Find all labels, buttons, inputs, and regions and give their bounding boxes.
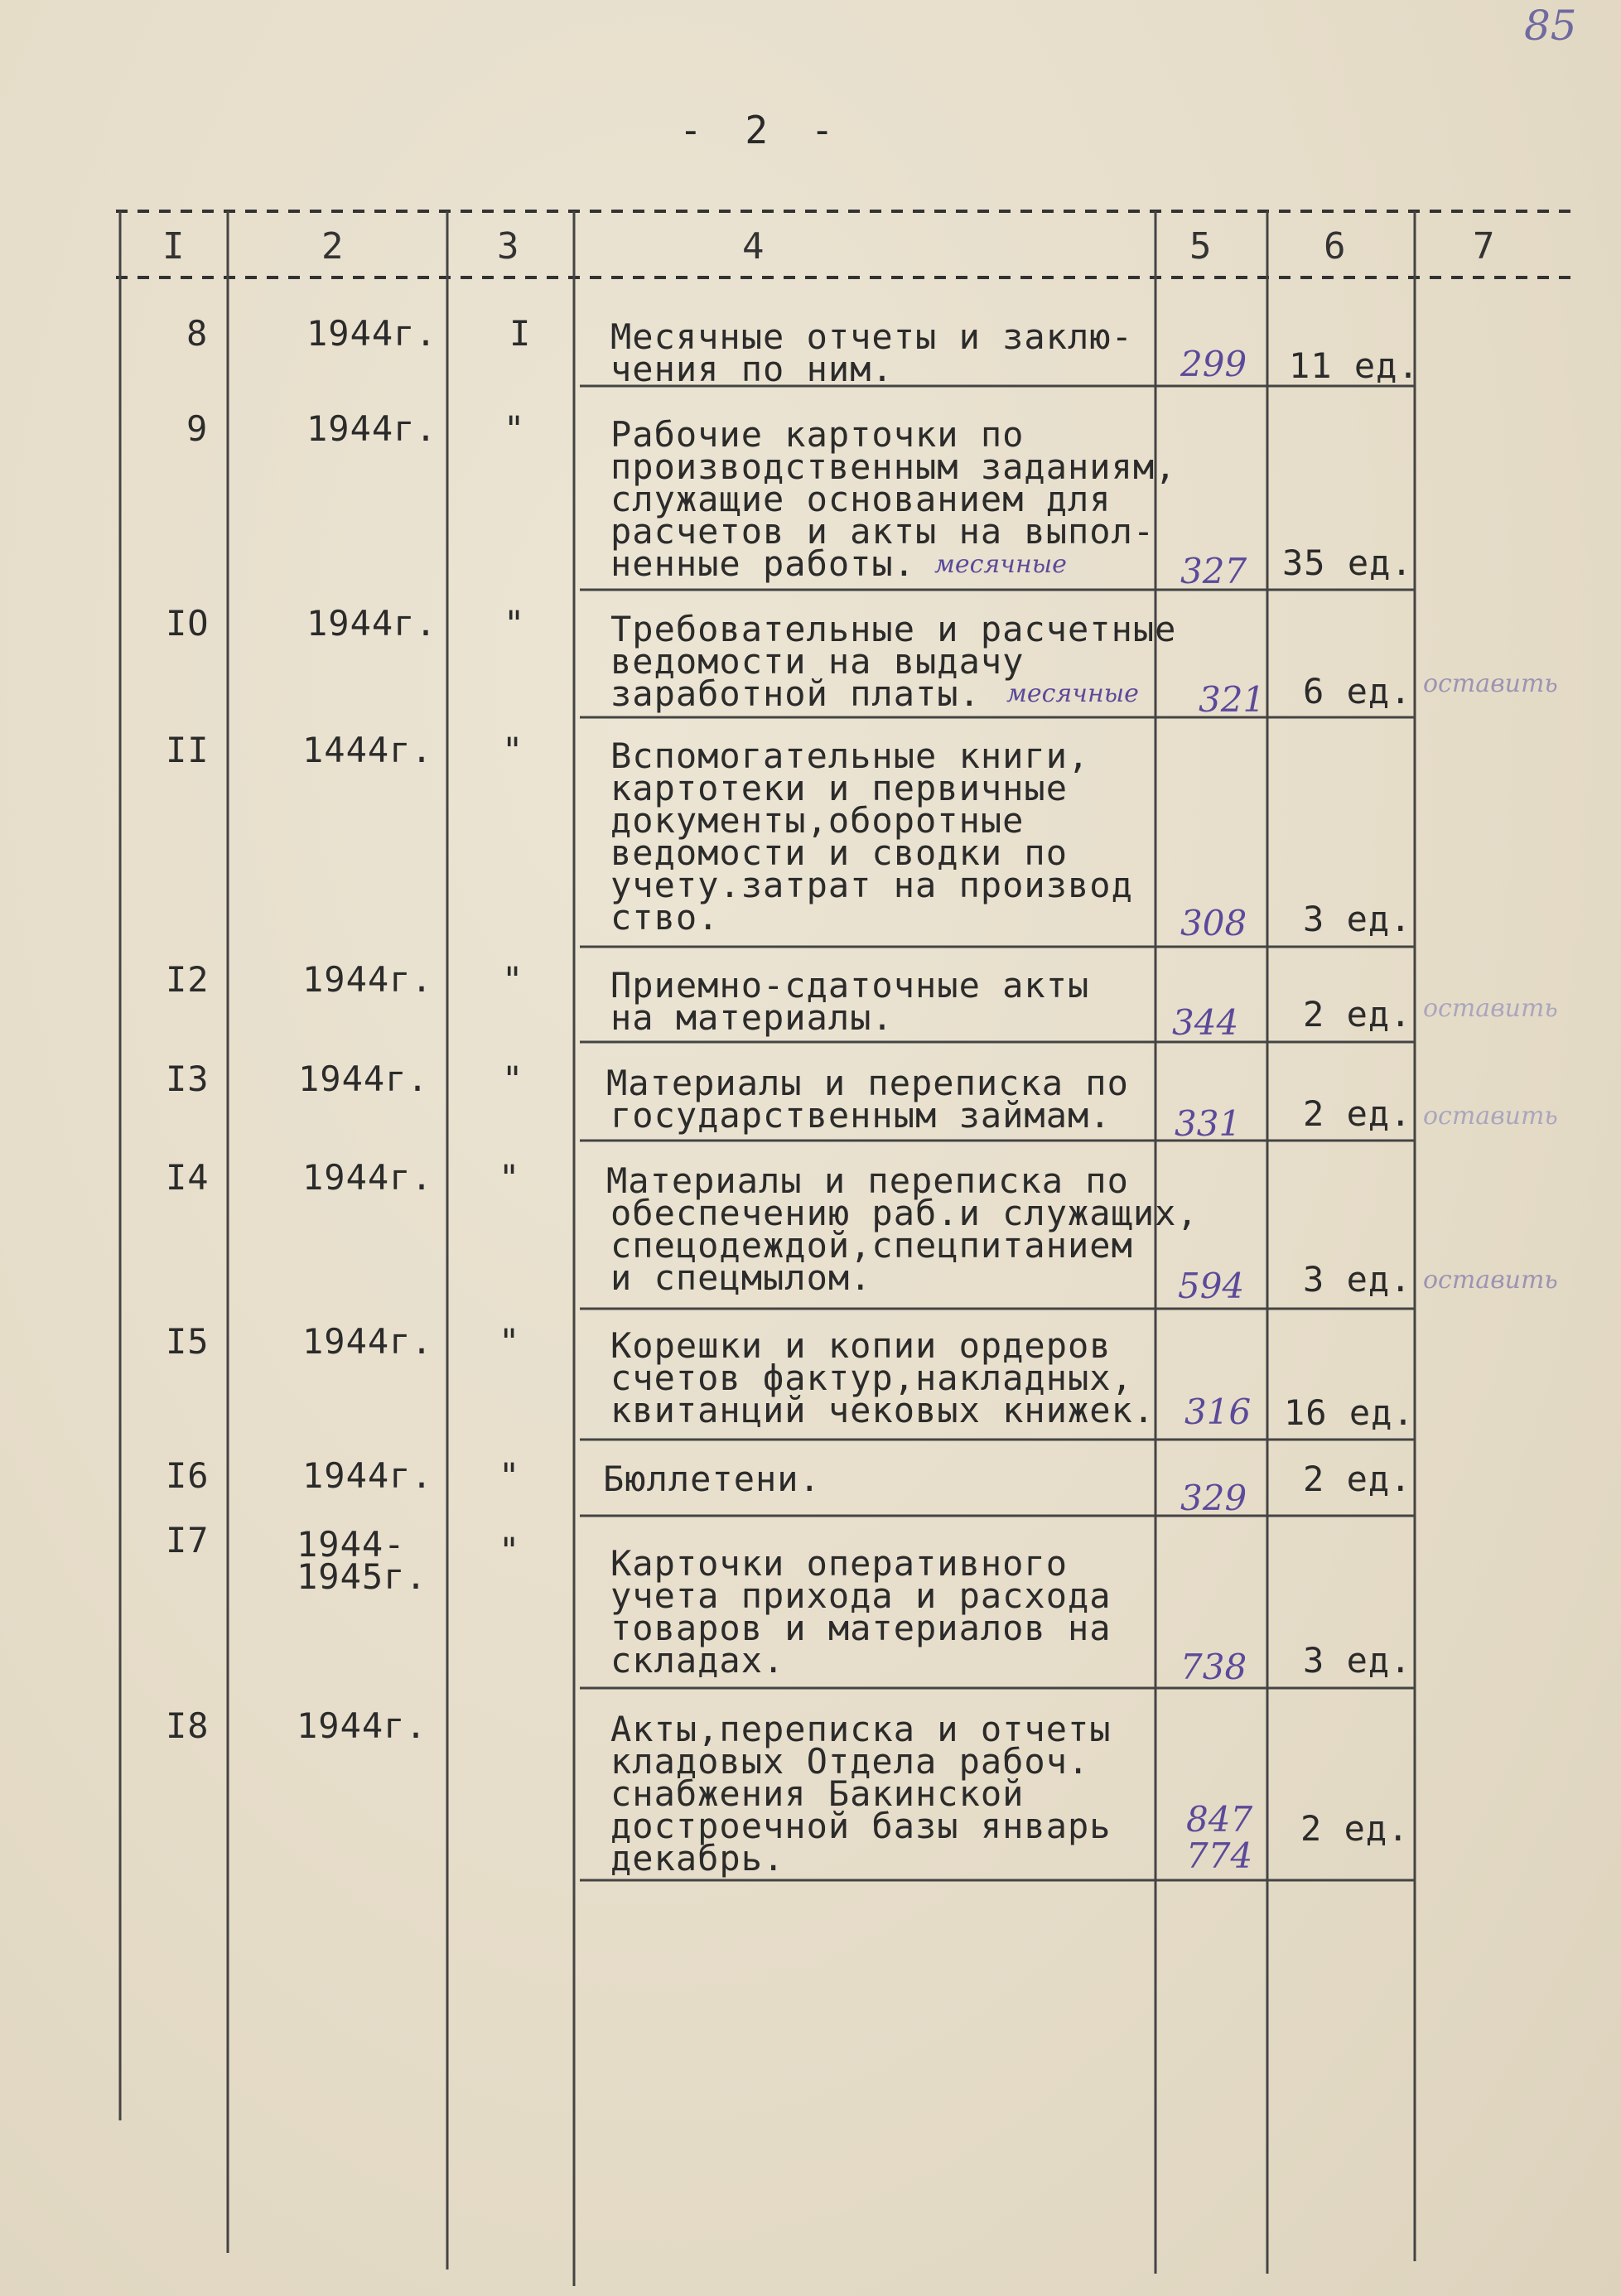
row-number: I4 xyxy=(166,1157,210,1198)
row-number: I8 xyxy=(166,1705,210,1746)
col-header-1: I xyxy=(162,225,185,268)
row-year: 1944г. xyxy=(297,1705,427,1746)
row-margin-note: оставить xyxy=(1423,994,1558,1023)
row-year: 1944г. xyxy=(302,959,433,1000)
row-number: I7 xyxy=(166,1520,210,1560)
row-margin-note: оставить xyxy=(1423,1266,1558,1295)
row-units: 3 ед. xyxy=(1303,1640,1412,1681)
row-text-line: чения по ним. xyxy=(610,349,894,389)
row-units: 2 ед. xyxy=(1300,1808,1410,1849)
row-sheets: 327 xyxy=(1180,551,1247,591)
row-year: 1944г. xyxy=(306,408,437,449)
row-sheets: 316 xyxy=(1184,1392,1252,1432)
col-header-4: 4 xyxy=(742,225,765,268)
col-header-5: 5 xyxy=(1189,225,1212,268)
row-text-line: служащие основанием для xyxy=(610,479,1112,519)
row-mark: " xyxy=(502,959,524,1000)
row-text-line: заработной платы. xyxy=(610,673,981,714)
row-text-line: Карточки оперативного xyxy=(610,1543,1069,1584)
row-text-line: обеспечению раб.и служащих, xyxy=(610,1193,1199,1233)
row-sheets: 331 xyxy=(1175,1103,1242,1144)
row-units: 6 ед. xyxy=(1303,671,1412,711)
row-margin-note: оставить xyxy=(1423,1102,1558,1131)
row-mark: " xyxy=(499,1157,521,1198)
row-mark: " xyxy=(504,408,526,449)
row-year: 1944г. xyxy=(302,1157,433,1198)
row-text-line: Бюллетени. xyxy=(603,1459,821,1499)
row-text-line: достроечной базы январь xyxy=(610,1806,1112,1846)
col-header-7: 7 xyxy=(1473,225,1495,268)
row-text-line: картотеки и первичные xyxy=(610,768,1069,808)
row-sheets: 329 xyxy=(1180,1478,1247,1518)
page-marker: - 2 - xyxy=(679,108,844,152)
col-header-2: 2 xyxy=(321,225,344,268)
row-units: 16 ед. xyxy=(1284,1392,1415,1433)
row-text-line: ведомости на выдачу xyxy=(610,641,1025,682)
row-sheets: 321 xyxy=(1199,679,1266,720)
row-year: 1944г. xyxy=(298,1059,429,1099)
row-units: 2 ед. xyxy=(1303,1093,1412,1134)
row-text-line: учета прихода и расхода xyxy=(610,1575,1112,1616)
row-hand-note: месячные xyxy=(934,550,1067,579)
row-year: 1944- 1945г. xyxy=(297,1524,427,1597)
row-year: 1444г. xyxy=(302,730,433,770)
row-text-line: спецодеждой,спецпитанием xyxy=(610,1225,1133,1266)
row-number: I5 xyxy=(166,1321,210,1362)
row-mark: " xyxy=(499,1321,521,1362)
row-text-line: Месячные отчеты и заклю- xyxy=(610,316,1133,357)
row-margin-note: оставить xyxy=(1423,669,1558,698)
row-units: 11 ед. xyxy=(1289,345,1420,386)
row-year: 1944г. xyxy=(306,313,437,354)
row-units: 3 ед. xyxy=(1303,1259,1412,1300)
row-text-line: ненные работы. xyxy=(610,543,916,584)
row-units: 2 ед. xyxy=(1303,1459,1412,1499)
row-text-line: Приемно-сдаточные акты xyxy=(610,965,1090,1006)
row-text-line: Вспомогательные книги, xyxy=(610,736,1090,776)
row-text-line: квитанций чековых книжек. xyxy=(610,1390,1155,1430)
row-units: 3 ед. xyxy=(1303,899,1412,939)
row-text-line: декабрь. xyxy=(610,1838,785,1879)
row-mark: " xyxy=(499,1530,521,1570)
row-text-line: документы,оборотные xyxy=(610,800,1025,841)
row-number: II xyxy=(166,730,210,770)
row-text-line: Корешки и копии ордеров xyxy=(610,1325,1112,1366)
row-text-line: Материалы и переписка по xyxy=(606,1063,1129,1103)
row-text-line: кладовых Отдела рабоч. xyxy=(610,1741,1090,1782)
row-sheets: 344 xyxy=(1172,1002,1239,1043)
row-sheets: 299 xyxy=(1180,344,1247,384)
row-number: IO xyxy=(166,603,210,644)
row-number: I6 xyxy=(166,1455,210,1496)
row-mark: " xyxy=(502,1059,524,1099)
row-mark: " xyxy=(499,1455,521,1496)
row-hand-note: месячные xyxy=(1006,679,1139,708)
row-mark: " xyxy=(504,603,526,644)
row-text-line: учету.затрат на производ xyxy=(610,865,1133,905)
col-header-3: 3 xyxy=(497,225,519,268)
row-text-line: Акты,переписка и отчеты xyxy=(610,1709,1112,1749)
row-text-line: Рабочие карточки по xyxy=(610,414,1025,455)
row-mark: " xyxy=(502,730,524,770)
row-sheets: 308 xyxy=(1180,903,1247,943)
row-text-line: государственным займам. xyxy=(610,1095,1112,1136)
row-number: 9 xyxy=(186,408,209,449)
row-sheets: 738 xyxy=(1180,1647,1247,1687)
row-text-line: снабжения Бакинской xyxy=(610,1773,1025,1814)
row-text-line: счетов фактур,накладных, xyxy=(610,1358,1133,1398)
row-text-line: складах. xyxy=(610,1640,785,1681)
col-header-6: 6 xyxy=(1324,225,1346,268)
row-number: I3 xyxy=(166,1059,210,1099)
row-year: 1944г. xyxy=(302,1321,433,1362)
row-text-line: товаров и материалов на xyxy=(610,1608,1112,1648)
row-text-line: производственным заданиям, xyxy=(610,446,1177,487)
row-text-line: Требовательные и расчетные xyxy=(610,609,1177,649)
row-year: 1944г. xyxy=(306,603,437,644)
row-text-line: ведомости и сводки по xyxy=(610,832,1069,873)
row-units: 35 ед. xyxy=(1282,543,1413,583)
row-sheets: 594 xyxy=(1178,1266,1245,1306)
row-text-line: ство. xyxy=(610,897,720,938)
row-text-line: на материалы. xyxy=(610,997,894,1038)
corner-page-note: 85 xyxy=(1524,2,1577,50)
row-mark: I xyxy=(509,313,532,354)
row-number: 8 xyxy=(186,313,209,354)
row-units: 2 ед. xyxy=(1303,994,1412,1035)
row-text-line: Материалы и переписка по xyxy=(606,1160,1129,1201)
row-number: I2 xyxy=(166,959,210,1000)
row-text-line: расчетов и акты на выпол- xyxy=(610,511,1155,552)
row-year: 1944г. xyxy=(302,1455,433,1496)
row-text-line: и спецмылом. xyxy=(610,1257,872,1298)
row-sheets: 847 774 xyxy=(1186,1799,1253,1876)
